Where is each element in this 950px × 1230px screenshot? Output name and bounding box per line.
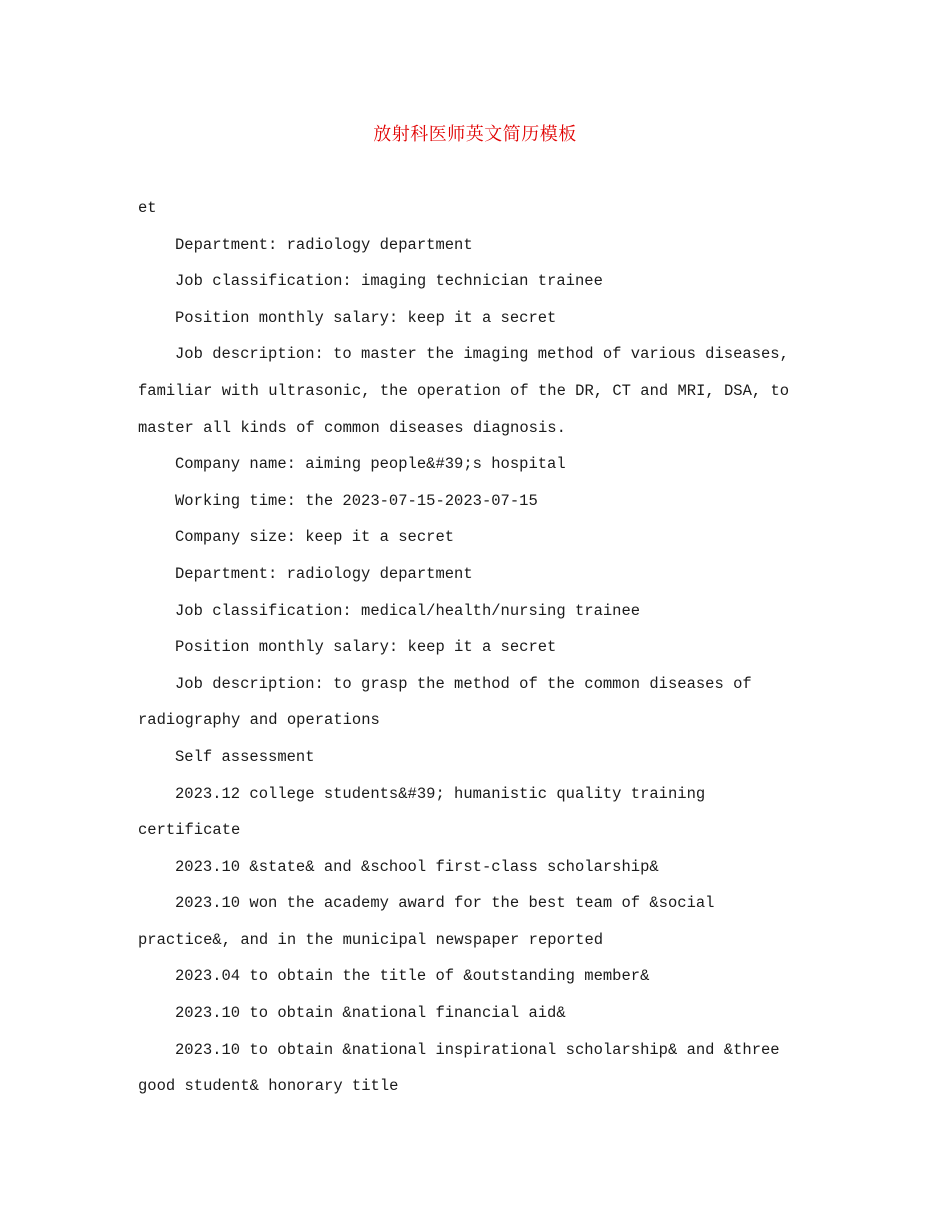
salary-line: Position monthly salary: keep it a secret	[175, 638, 557, 657]
award-item: 2023.10 to obtain &national financial aid&	[175, 1004, 566, 1023]
page-title: 放射科医师英文简历模板	[373, 124, 577, 145]
award-item: 2023.04 to obtain the title of &outstanding member&	[175, 967, 650, 986]
company-size-line: Company size: keep it a secret	[175, 528, 455, 547]
award-item: 2023.10 &state& and &school first-class scholarship&	[175, 857, 659, 876]
department-line: Department: radiology department	[175, 564, 473, 583]
document-body	[138, 190, 804, 1105]
job-classification-line: Job classification: medical/health/nursing trainee	[175, 601, 641, 620]
working-time-line: Working time: the 2023-07-15-2023-07-15	[175, 491, 538, 510]
award-item: 2023.10 to obtain &national inspirational scholarship& and &three good student& honorary title	[138, 1040, 780, 1096]
job-description-paragraph: Job description: to grasp the method of the common diseases of radiography and operations	[138, 674, 752, 730]
award-item: 2023.12 college students&#39; humanistic quality training certificate	[138, 784, 706, 840]
paragraph-fragment: et	[138, 199, 157, 217]
company-name-line: Company name: aiming people&#39;s hospital	[175, 455, 566, 474]
section-heading-self-assessment: Self assessment	[175, 747, 315, 766]
award-item: 2023.10 won the academy award for the best team of &social practice&, and in the municipal newspaper reported	[138, 894, 715, 949]
job-classification-line: Job classification: imaging technician trainee	[175, 272, 603, 291]
job-description-paragraph: Job description: to master the imaging method of various diseases, familiar with ultrasonic, the operation of the DR, CT and MRI, DSA, to master all kinds of common diseases diagnosis.	[138, 345, 790, 437]
salary-line: Position monthly salary: keep it a secret	[175, 308, 557, 327]
department-line: Department: radiology department	[175, 235, 473, 254]
